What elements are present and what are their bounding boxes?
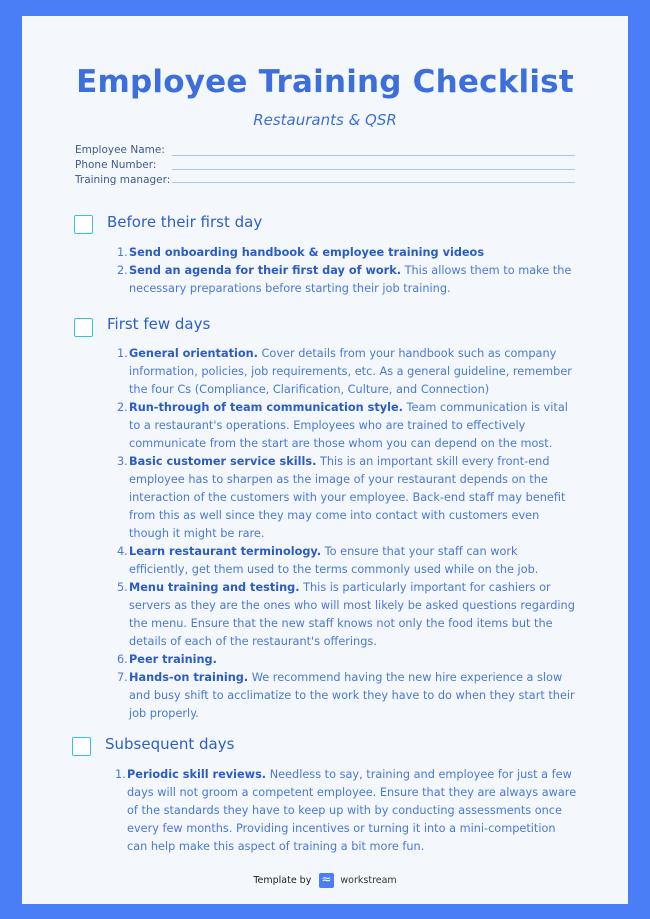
workstream-logo-icon: ≈: [319, 873, 334, 888]
section-list-first-few-days: [117, 345, 579, 723]
training-manager-label: Training manager:: [75, 174, 171, 186]
footer-prefix: Template by: [253, 875, 312, 886]
section-checkbox-subsequent-days[interactable]: [72, 737, 91, 756]
section-heading-subsequent-days: Subsequent days: [105, 735, 235, 753]
checklist-page: [22, 16, 628, 904]
list-item: 1. Periodic skill reviews. Needless to say, training and employee for just a few days will not groom a competent employee. Ensure that they are always aware of the standards they have to keep up with by conducting assessments once every few months. Providing incentives or turning it into a mini-competition can help make this aspect of training a bit more fun.: [115, 768, 577, 853]
section-heading-before-first-day: Before their first day: [107, 213, 263, 231]
list-item: 2. Run-through of team communication style. Team communication is vital to a restaurant's operations. Employees who are trained to effectively communicate from the start are those whom you can depend on the most.: [117, 401, 568, 450]
employee-name-label: Employee Name:: [75, 144, 165, 156]
list-item: 5. Menu training and testing. This is particularly important for cashiers or servers as they are the ones who will most likely be asked questions regarding the menu. Ensure that the new staff knows not only the food items but the details of each of the restaurant's offerings.: [117, 581, 575, 648]
section-heading-first-few-days: First few days: [107, 315, 211, 333]
list-item: 1. General orientation. Cover details from your handbook such as company information, policies, job requirements, etc. As a general guideline, remember the four Cs (Compliance, Clarification, Culture, and Connection): [117, 347, 572, 396]
list-item: 6. Peer training.: [117, 653, 217, 666]
list-item: 3. Basic customer service skills. This is an important skill every front-end employee has to sharpen as the image of your restaurant depends on the interaction of the customers with your employee. Back-end staff may benefit from this as well since they may come into contact with customers even though it might be rare.: [117, 455, 566, 540]
section-list-subsequent-days: [115, 766, 577, 856]
employee-name-field[interactable]: [172, 155, 575, 156]
page-title: Employee Training Checklist: [76, 64, 574, 100]
list-item: 4. Learn restaurant terminology. To ensure that your staff can work efficiently, get them used to the terms commonly used while on the job.: [117, 545, 539, 576]
section-list-before-first-day: [117, 244, 577, 298]
phone-number-field[interactable]: [172, 169, 575, 170]
training-manager-field[interactable]: [172, 182, 575, 183]
workstream-brand: workstream: [340, 875, 397, 886]
phone-number-label: Phone Number:: [75, 159, 157, 171]
section-checkbox-first-few-days[interactable]: [74, 318, 93, 337]
list-item: 2. Send an agenda for their first day of work. This allows them to make the necessary preparations before starting their job training.: [117, 264, 572, 295]
list-item: 1. Send onboarding handbook & employee training videos: [117, 246, 485, 259]
section-checkbox-before-first-day[interactable]: [74, 215, 93, 234]
list-item: 7. Hands-on training. We recommend having the new hire experience a slow and busy shift to acclimatize to the work they have to do when they start their job properly.: [117, 671, 575, 720]
footer: [22, 873, 628, 888]
page-subtitle: Restaurants & QSR: [253, 111, 397, 129]
